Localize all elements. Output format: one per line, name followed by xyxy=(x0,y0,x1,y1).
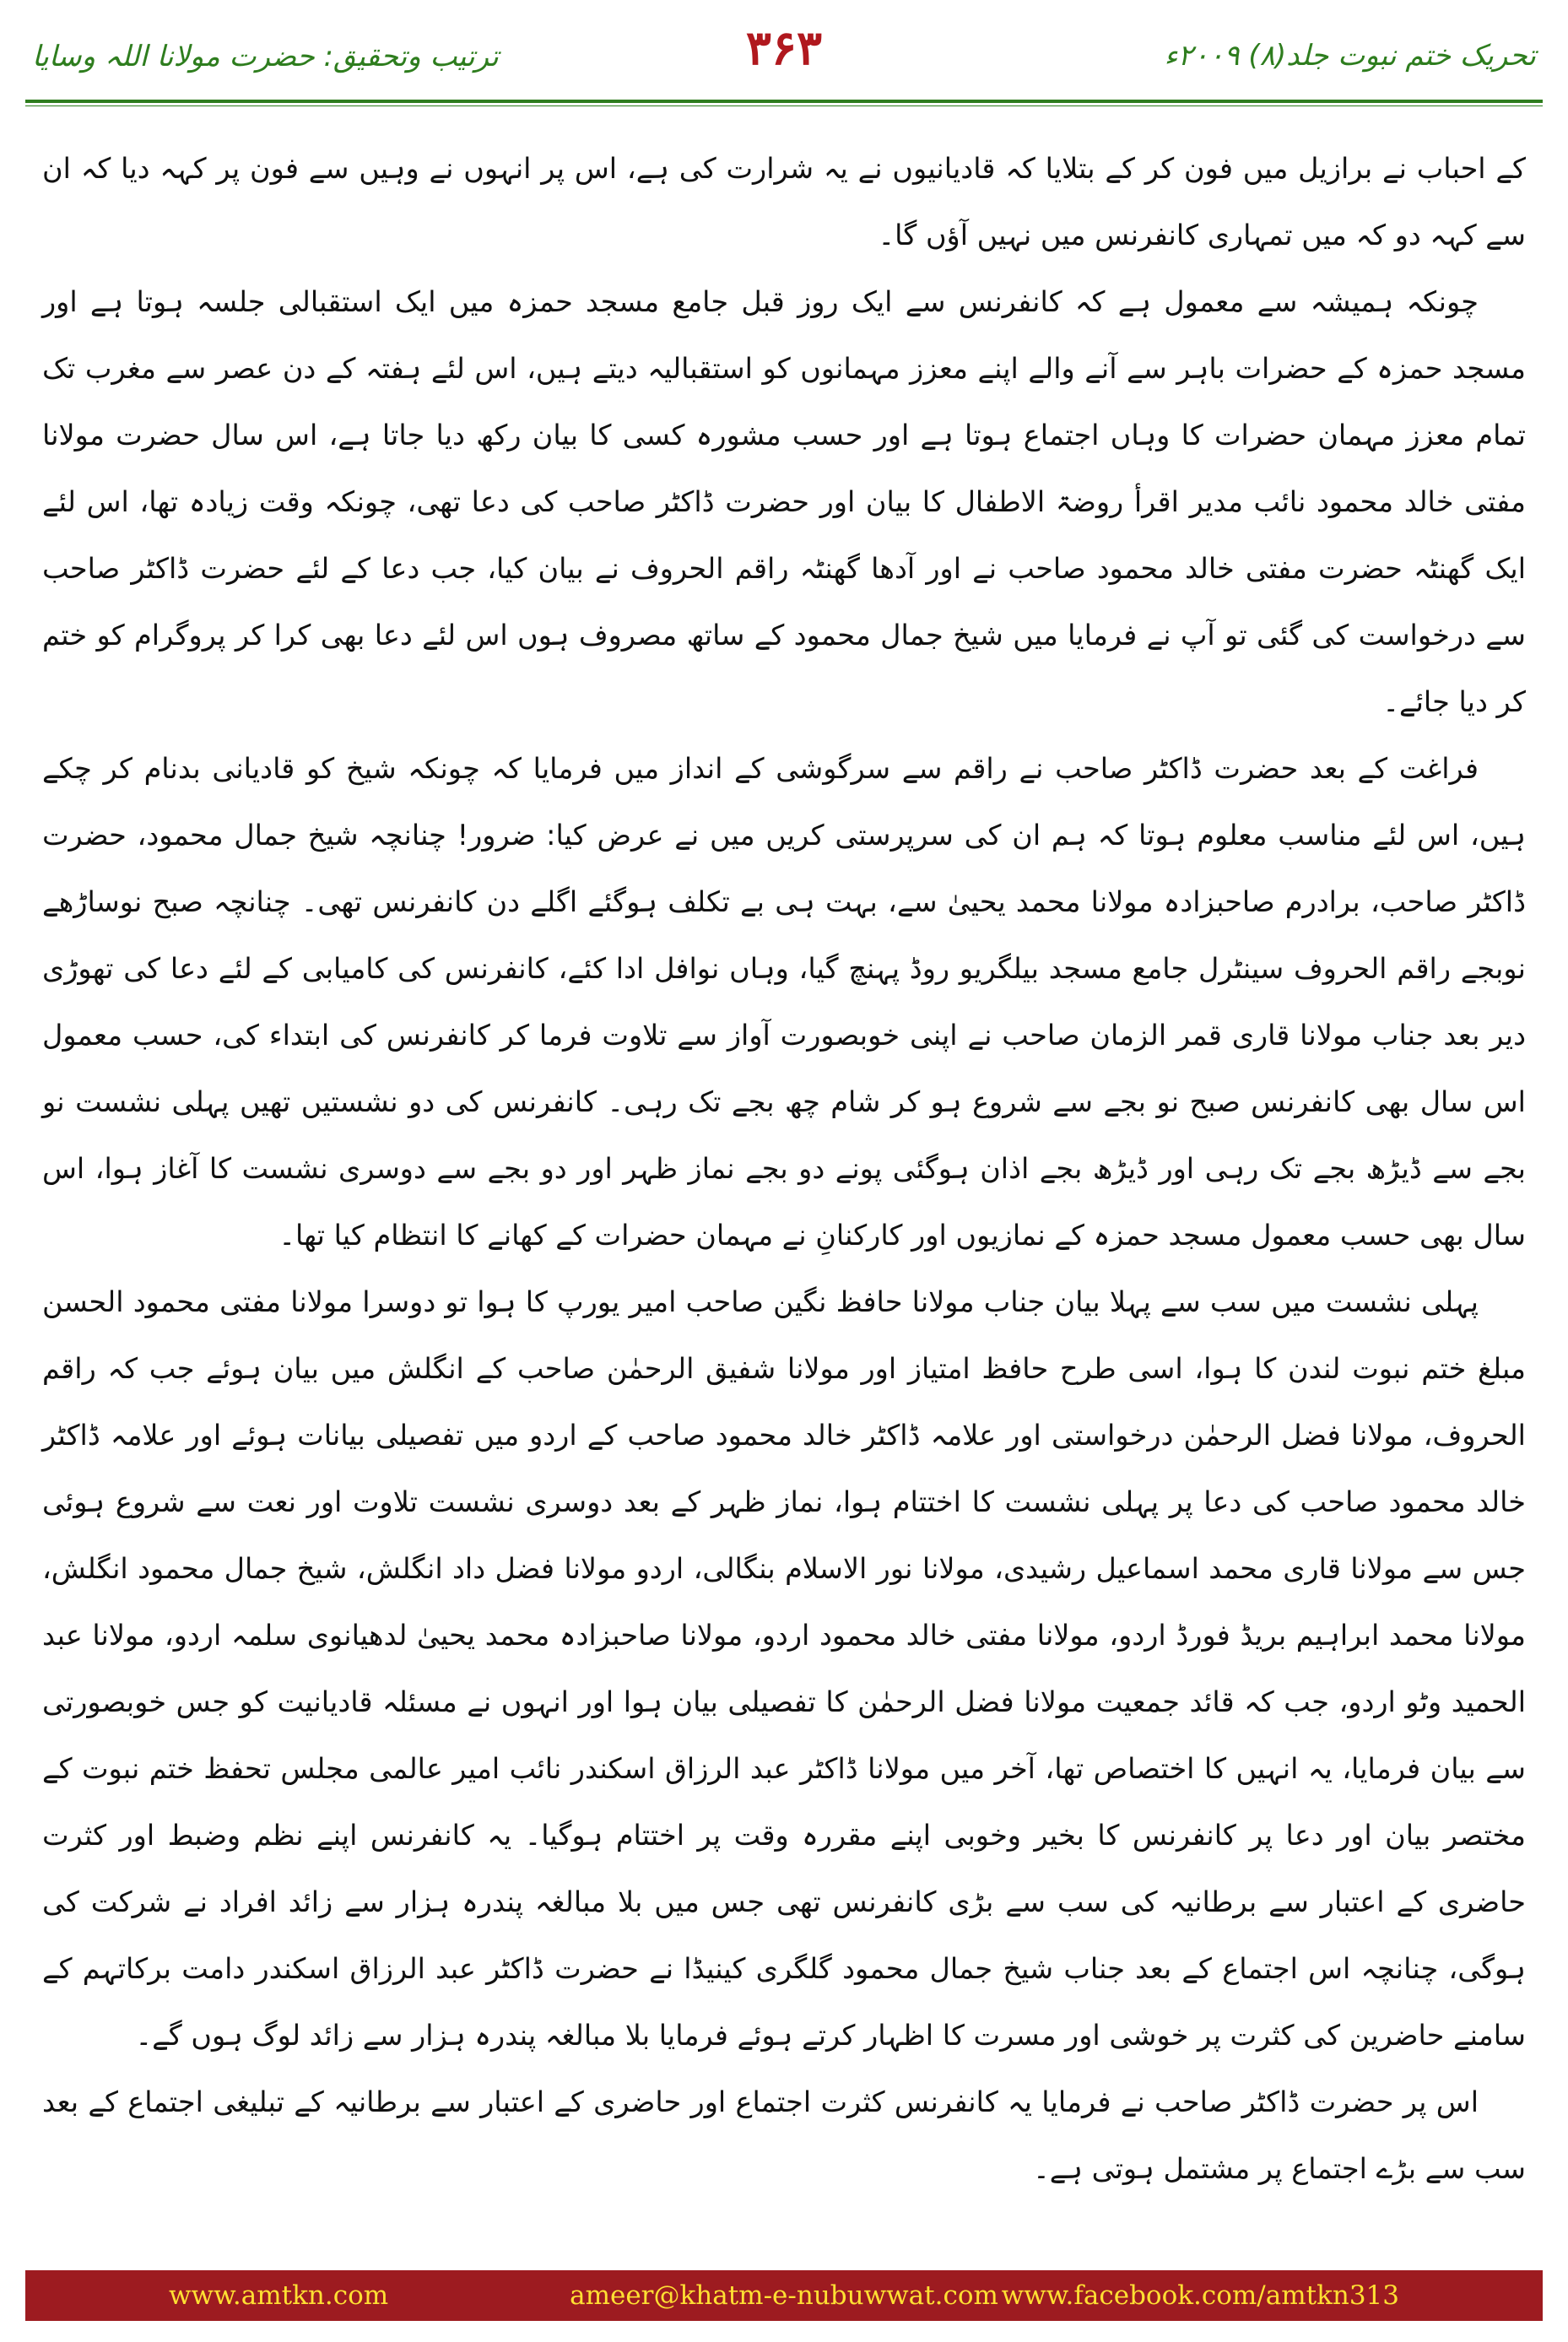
paragraph-4: پہلی نشست میں سب سے پہلا بیان جناب مولانا حافظ نگین صاحب امیر یورپ کا ہوا تو دوسرا مولانا مفتی محمود الحسن مبلغ ختم نبوت لندن کا ہوا، اسی طرح حافظ امتیاز اور مولانا شفیق الرحمٰن صاحب کے انگلش میں بیان ہوئے جب کہ راقم الحروف، مولانا فضل الرحمٰن درخواستی اور علامہ ڈاکٹر خالد محمود صاحب کے اردو میں تفصیلی بیانات ہوئے اور علامہ ڈاکٹر خالد محمود صاحب کی دعا پر پہلی نشست کا اختتام ہوا، نماز ظہر کے بعد دوسری نشست تلاوت اور نعت سے شروع ہوئی جس سے مولانا قاری محمد اسماعیل رشیدی، مولانا نور الاسلام بنگالی، اردو مولانا فضل داد انگلش، شیخ جمال محمود انگلش، مولانا محمد ابراہیم بریڈ فورڈ اردو، مولانا مفتی خالد محمود اردو، مولانا صاحبزادہ محمد یحییٰ لدھیانوی سلمہ اردو، مولانا عبد الحمید وٹو اردو، جب کہ قائد جمعیت مولانا فضل الرحمٰن کا تفصیلی بیان ہوا اور انہوں نے مسئلہ قادیانیت کو جس خوبصورتی سے بیان فرمایا، یہ انہیں کا اختصاص تھا، آخر میں مولانا ڈاکٹر عبد الرزاق اسکندر نائب امیر عالمی مجلس تحفظ ختم نبوت کے مختصر بیان اور دعا پر کانفرنس کا بخیر وخوبی اپنے مقررہ وقت پر اختتام ہوگیا۔ یہ کانفرنس اپنے نظم وضبط اور کثرت حاضری کے اعتبار سے برطانیہ کی سب سے بڑی کانفرنس تھی جس میں بلا مبالغہ پندرہ ہزار سے زائد افراد نے شرکت کی ہوگی، چنانچہ اس اجتماع کے بعد جناب شیخ جمال محمود گلگری کینیڈا نے حضرت ڈاکٹر عبد الرزاق اسکندر دامت برکاتہم کے سامنے حاضرین کی کثرت پر خوشی اور مسرت کا اظہار کرتے ہوئے فرمایا بلا مبالغہ پندرہ ہزار سے زائد لوگ ہوں گے۔ xyxy=(42,1285,1526,2052)
header-book-title: تحریک ختم نبوت جلد(۸) ۲۰۰۹ء xyxy=(1164,39,1536,73)
page-footer xyxy=(25,2270,1543,2321)
body-text xyxy=(42,135,1526,2211)
paragraph-3: فراغت کے بعد حضرت ڈاکٹر صاحب نے راقم سے سرگوشی کے انداز میں فرمایا کہ چونکہ شیخ کو قادیانی بدنام کر چکے ہیں، اس لئے مناسب معلوم ہوتا کہ ہم ان کی سرپرستی کریں میں نے عرض کیا: ضرور! چنانچہ شیخ جمال محمود، حضرت ڈاکٹر صاحب، برادرم صاحبزادہ مولانا محمد یحییٰ سے، بہت ہی بے تکلف ہوگئے اگلے دن کانفرنس تھی۔ چنانچہ صبح نوساڑھے نوبجے راقم الحروف سینٹرل جامع مسجد بیلگریو روڈ پہنچ گیا، وہاں نوافل ادا کئے، کانفرنس کی کامیابی کے لئے دعا کی تھوڑی دیر بعد جناب مولانا قاری قمر الزمان صاحب نے اپنی خوبصورت آواز سے تلاوت فرما کر کانفرنس کی ابتداء کی، حسب معمول اس سال بھی کانفرنس صبح نو بجے سے شروع ہو کر شام چھ بجے تک رہی۔ کانفرنس کی دو نشستیں تھیں پہلی نشست نو بجے سے ڈیڑھ بجے تک رہی اور ڈیڑھ بجے اذان ہوگئی پونے دو بجے نماز ظہر اور دو بجے سے دوسری نشست کا آغاز ہوا، اس سال بھی حسب معمول مسجد حمزہ کے نمازیوں اور کارکنانِ نے مہمان حضرات کے کھانے کا انتظام کیا تھا۔ xyxy=(42,752,1526,1252)
footer-website-link[interactable]: www.amtkn.com xyxy=(169,2280,389,2311)
footer-email-link[interactable]: ameer@khatm-e-nubuwwat.com xyxy=(570,2280,998,2311)
paragraph-5: اس پر حضرت ڈاکٹر صاحب نے فرمایا یہ کانفرنس کثرت اجتماع اور حاضری کے اعتبار سے برطانیہ کے تبلیغی اجتماع کے بعد سب سے بڑے اجتماع پر مشتمل ہوتی ہے۔ xyxy=(42,2085,1526,2185)
paragraph-2: چونکہ ہمیشہ سے معمول ہے کہ کانفرنس سے ایک روز قبل جامع مسجد حمزہ میں ایک استقبالی جلسہ ہوتا ہے اور مسجد حمزہ کے حضرات باہر سے آنے والے اپنے معزز مہمانوں کو استقبالیہ دیتے ہیں، اس لئے ہفتہ کے دن عصر سے مغرب تک تمام معزز مہمان حضرات کا وہاں اجتماع ہوتا ہے اور حسب مشورہ کسی کا بیان رکھ دیا جاتا ہے، اس سال حضرت مولانا مفتی خالد محمود نائب مدیر اقرأ روضۃ الاطفال کا بیان اور حضرت ڈاکٹر صاحب کی دعا تھی، چونکہ وقت زیادہ تھا، اس لئے ایک گھنٹہ حضرت مفتی خالد محمود صاحب نے اور آدھا گھنٹہ راقم الحروف نے بیان کیا، جب دعا کے لئے حضرت ڈاکٹر صاحب سے درخواست کی گئی تو آپ نے فرمایا میں شیخ جمال محمود کے ساتھ مصروف ہوں اس لئے دعا بھی کرا کر پروگرام کو ختم کر دیا جائے۔ xyxy=(42,285,1526,718)
paragraph-1: کے احباب نے برازیل میں فون کر کے بتلایا کہ قادیانیوں نے یہ شرارت کی ہے، اس پر انہوں نے وہیں سے فون پر کہہ دیا کہ ان سے کہہ دو کہ میں تمہاری کانفرنس میں نہیں آؤں گا۔ xyxy=(42,152,1526,252)
footer-facebook-link[interactable]: www.facebook.com/amtkn313 xyxy=(1001,2280,1399,2311)
page-number: ۳۶۳ xyxy=(745,20,823,76)
header-compiler: ترتیب وتحقیق: حضرت مولانا اللہ وسایا xyxy=(32,40,499,73)
header-rule xyxy=(25,100,1543,103)
page-header xyxy=(25,17,1543,110)
header-rule-thin xyxy=(25,105,1543,106)
